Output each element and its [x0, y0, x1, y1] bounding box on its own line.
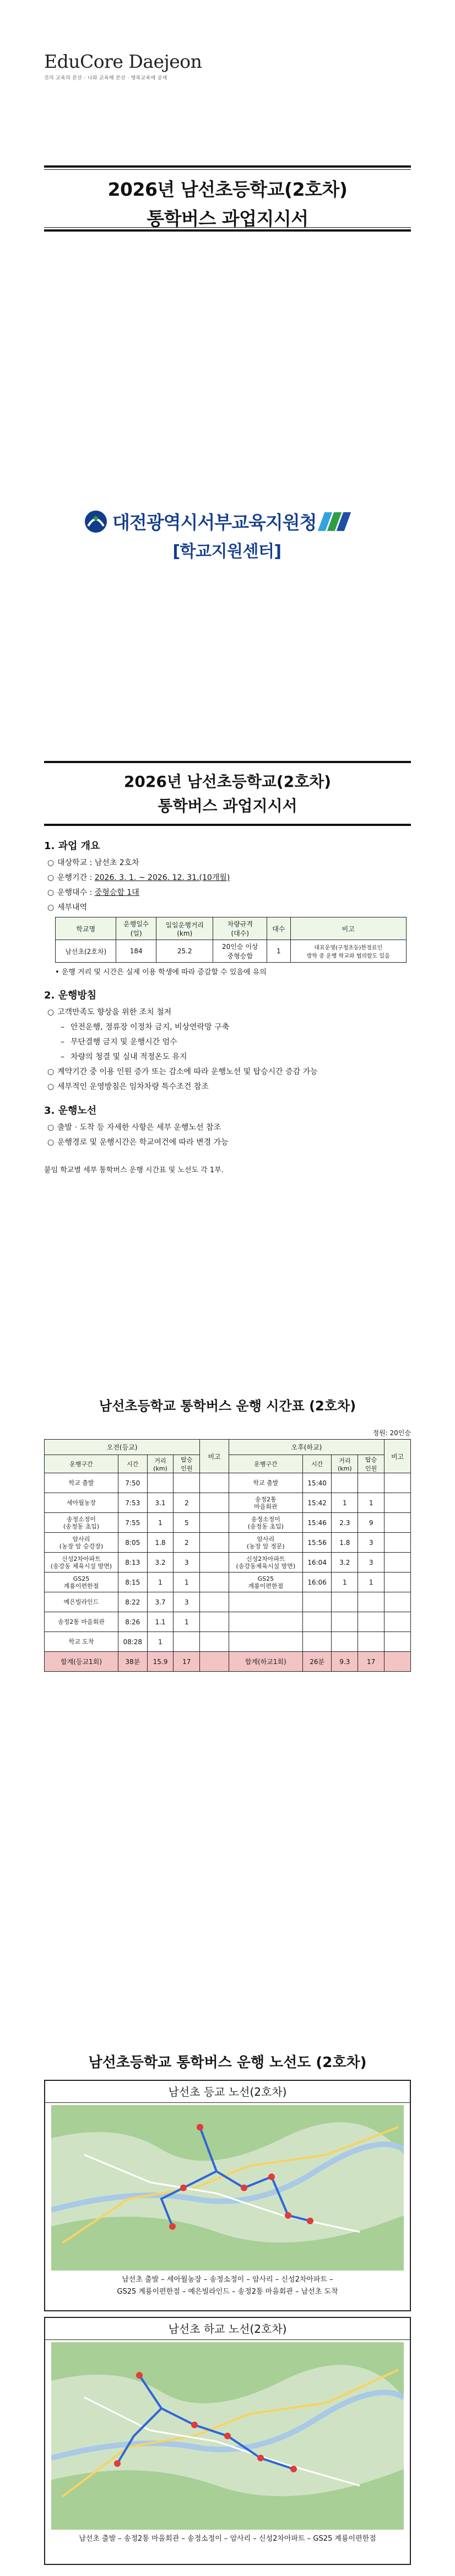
pm-cell: 3	[358, 1533, 384, 1553]
bullet-marker: ○	[47, 888, 55, 897]
summary-col-header: 운행일수 (일)	[116, 917, 156, 940]
pm-cell: 송정2통 마을회관	[229, 1493, 302, 1513]
pm-remark-cell	[384, 1513, 411, 1533]
pm-cell	[358, 1473, 384, 1493]
cover-title-line1: 2026년 남선초등학교(2호차)	[107, 179, 348, 200]
list-item	[47, 901, 411, 913]
summary-col-header: 차량규격 (대수)	[213, 917, 267, 940]
pm-remark-cell	[384, 1493, 411, 1513]
summary-col-header: 비고	[290, 917, 407, 940]
am-route-heading: 남선초 등교 노선(2호차)	[45, 2081, 410, 2103]
am-cell: 7:53	[118, 1493, 147, 1513]
table-note: • 운행 거리 및 시간은 실제 이용 학생에 따라 증감할 수 있음에 유의	[55, 968, 267, 976]
summary-table	[55, 917, 407, 963]
summary-cell: 1	[267, 940, 290, 963]
pm-total-cell: 9.3	[332, 1652, 358, 1672]
am-cell: 8:15	[118, 1573, 147, 1592]
table-row	[45, 1632, 411, 1652]
pm-cell: 학교 출발	[229, 1473, 302, 1493]
total-row	[45, 1652, 411, 1672]
am-route-map	[51, 2105, 404, 2271]
pm-remark-cell	[384, 1573, 411, 1592]
pm-cell: 2.3	[332, 1513, 358, 1533]
am-remark-cell	[200, 1632, 229, 1652]
pm-col-header: 시간	[302, 1455, 332, 1473]
pm-route-heading: 남선초 하교 노선(2호차)	[45, 2318, 410, 2340]
pm-cell: 3.2	[332, 1553, 358, 1573]
am-total-cell: 15.9	[147, 1652, 174, 1672]
am-remark-cell	[200, 1493, 229, 1513]
am-cell: GS25 계룡이편한점	[45, 1573, 118, 1592]
item-text: 계약기간 중 이용 인원 증가 또는 감소에 따라 운행노선 및 탑승시간 증감 가능	[57, 1067, 318, 1076]
pm-empty-cell	[302, 1612, 332, 1632]
am-cell: 2	[174, 1493, 200, 1513]
pm-route-desc-line: 남선초 출발 – 송정2통 마을회관 – 송정소정이 – 암사리 – 신성2차아파트 – GS25 계룡이편한점	[79, 2535, 376, 2543]
am-cell: 신성2차아파트 (송강동 체육시설 방면)	[45, 1553, 118, 1573]
list-item	[47, 857, 411, 868]
list-item	[47, 1066, 411, 1077]
am-cell: 08:28	[118, 1632, 147, 1652]
am-route-desc-line2: GS25 계룡이편한점 – 예은빌라인드 – 송정2통 마을회관 – 남선초 도착	[117, 2288, 338, 2296]
pm-route-box	[44, 2317, 411, 2565]
am-cell: 7:55	[118, 1513, 147, 1533]
am-col-header: 운행구간	[45, 1455, 118, 1473]
am-remark-header: 비고	[200, 1440, 229, 1473]
summary-col-header: 일일운행거리 (km)	[156, 917, 213, 940]
pm-cell: 9	[358, 1513, 384, 1533]
am-cell: 세아월농장	[45, 1493, 118, 1513]
pm-cell: GS25 계룡이편한점	[229, 1573, 302, 1592]
bullet-marker: ○	[47, 1123, 55, 1132]
table-row	[45, 1513, 411, 1533]
am-cell: 2	[174, 1533, 200, 1553]
summary-col-header: 학교명	[56, 917, 116, 940]
bullet-marker: ○	[47, 1067, 55, 1076]
am-cell: 3.1	[147, 1493, 174, 1513]
task-order-title-line2: 통학버스 과업지시서	[158, 797, 297, 815]
pm-total-cell: 17	[358, 1652, 384, 1672]
am-cell: 5	[174, 1513, 200, 1533]
org-emblem	[84, 508, 370, 562]
org-center-name: [학교지원센터]	[172, 542, 281, 561]
item-value: 2026. 3. 1. ~ 2026. 12. 31.(10개월)	[94, 873, 230, 882]
pm-remark-cell	[384, 1612, 411, 1632]
route-map-title: 남선초등학교 통학버스 운행 노선도 (2호차)	[88, 2054, 367, 2071]
task-order-title-box	[44, 761, 411, 826]
pm-empty-cell	[332, 1632, 358, 1652]
am-cell: 1	[174, 1612, 200, 1632]
pm-empty-cell	[332, 1612, 358, 1632]
education-office-emblem-icon	[84, 509, 108, 534]
am-remark-cell	[200, 1513, 229, 1533]
am-cell: 7:50	[118, 1473, 147, 1493]
bullet-marker: –	[61, 1053, 64, 1061]
cover-title-box	[44, 165, 411, 232]
educore-logo	[44, 51, 202, 81]
logo-subtitle: 진리 교육의 본산 · 나와 교육해 본산 · 행복교육에 공세	[44, 76, 167, 81]
pm-cell: 신성2차아파트 (송강동체육시설 방면)	[229, 1553, 302, 1573]
pm-total-cell: 26분	[302, 1652, 332, 1672]
list-item	[61, 1051, 411, 1062]
table-row	[45, 1533, 411, 1553]
task-order-content	[44, 838, 411, 1174]
pm-empty-cell	[229, 1632, 302, 1652]
item-text: 세부적인 운영방침은 임차차량 특수조건 참조	[57, 1082, 209, 1091]
pm-cell: 3	[358, 1553, 384, 1573]
item-label: 운행대수 :	[57, 888, 95, 897]
summary-cell: 20인승 이상 중형승합	[213, 940, 267, 963]
item-text: 안전운행, 정류장 이정차 금지, 비상연락망 구축	[71, 1023, 230, 1032]
table-row	[45, 1612, 411, 1632]
am-cell: 8:05	[118, 1533, 147, 1553]
pm-remark-cell	[384, 1553, 411, 1573]
item-value: 중형승합 1대	[94, 888, 139, 897]
cover-title-line2: 통학버스 과업지시서	[147, 208, 308, 229]
section-overview-heading: 1. 과업 개요	[44, 840, 100, 852]
list-item	[47, 1121, 411, 1133]
table-row	[45, 1473, 411, 1493]
table-row	[45, 1573, 411, 1592]
item-text: 출발 · 도착 등 자세한 사항은 세부 운행노선 참조	[57, 1123, 221, 1132]
bullet-marker: ○	[47, 1008, 55, 1017]
pm-cell: 1	[332, 1573, 358, 1592]
section-route-heading: 3. 운행노선	[44, 1105, 97, 1117]
timetable	[44, 1439, 411, 1672]
am-total-cell: 합계(등교1회)	[45, 1652, 118, 1672]
am-cell: 3.2	[147, 1553, 174, 1573]
capacity-label: 정원: 20인승	[372, 1429, 411, 1437]
pm-cell: 1.8	[332, 1533, 358, 1553]
bullet-marker: ○	[47, 903, 55, 912]
am-cell: 8:22	[118, 1592, 147, 1612]
pm-cell: 1	[358, 1493, 384, 1513]
am-cell	[147, 1473, 174, 1493]
pm-cell: 15:40	[302, 1473, 332, 1493]
item-label: 운행기간 :	[57, 873, 95, 882]
cover-page	[0, 0, 455, 673]
am-cell: 8:13	[118, 1553, 147, 1573]
bullet-marker: ○	[47, 873, 55, 882]
am-remark-cell	[200, 1533, 229, 1553]
list-item	[47, 1006, 411, 1017]
list-item	[47, 1136, 411, 1147]
am-col-header: 시간	[118, 1455, 147, 1473]
am-remark-cell	[200, 1553, 229, 1573]
pm-cell: 16:04	[302, 1553, 332, 1573]
table-row	[45, 1553, 411, 1573]
item-text: 무단결행 금지 및 운행시간 엄수	[71, 1038, 177, 1046]
am-remark-cell	[200, 1473, 229, 1493]
pm-cell: 16:06	[302, 1573, 332, 1592]
am-cell: 1.1	[147, 1612, 174, 1632]
pm-cell	[332, 1473, 358, 1493]
list-item	[47, 872, 411, 883]
am-cell: 8:26	[118, 1612, 147, 1632]
pm-col-header: 운행구간	[229, 1455, 302, 1473]
summary-cell: 대표운영(구청초등)한정료인 방학 중 운행 학교와 협의할도 있음	[290, 940, 407, 963]
pm-empty-cell	[358, 1612, 384, 1632]
pm-empty-cell	[229, 1592, 302, 1612]
pm-remark-cell	[384, 1473, 411, 1493]
am-route-box	[44, 2080, 411, 2311]
pm-empty-cell	[302, 1632, 332, 1652]
am-cell	[174, 1473, 200, 1493]
table-row	[45, 1592, 411, 1612]
am-total-cell: 38분	[118, 1652, 147, 1672]
pm-cell: 15:56	[302, 1533, 332, 1553]
bullet-marker: ○	[47, 1082, 55, 1091]
am-route-description	[45, 2274, 410, 2298]
timetable-page	[0, 1334, 455, 1996]
am-cell: 3.7	[147, 1592, 174, 1612]
am-cell: 3	[174, 1592, 200, 1612]
am-total-cell: 17	[174, 1652, 200, 1672]
org-stripes-icon	[321, 512, 349, 531]
am-cell: 1	[147, 1573, 174, 1592]
list-item	[61, 1021, 411, 1032]
am-total-remark	[200, 1652, 229, 1672]
pm-cell: 암사리 (농장 앞 정문)	[229, 1533, 302, 1553]
attachment-note: 붙임 학교별 세부 통학버스 운행 시간표 및 노선도 각 1부.	[44, 1166, 224, 1174]
am-cell: 3	[174, 1553, 200, 1573]
pm-remark-cell	[384, 1592, 411, 1612]
am-header: 오전(등교)	[45, 1440, 200, 1455]
am-cell: 예은빌라인드	[45, 1592, 118, 1612]
pm-remark-cell	[384, 1632, 411, 1652]
am-col-header: 탑승 인원	[174, 1455, 200, 1473]
item-label: 세부내역	[57, 903, 88, 912]
am-cell: 송정2통 마을회관	[45, 1612, 118, 1632]
section-policy-heading: 2. 운행방침	[44, 990, 97, 1001]
am-cell: 1.8	[147, 1533, 174, 1553]
pm-total-cell: 합계(하교1회)	[229, 1652, 302, 1672]
table-row	[45, 1493, 411, 1513]
pm-empty-cell	[332, 1592, 358, 1612]
am-cell: 1	[174, 1573, 200, 1592]
pm-remark-cell	[384, 1533, 411, 1553]
pm-route-description	[45, 2533, 410, 2545]
am-remark-cell	[200, 1573, 229, 1592]
pm-empty-cell	[358, 1592, 384, 1612]
summary-col-header: 대수	[267, 917, 290, 940]
summary-cell: 25.2	[156, 940, 213, 963]
item-text: 차량의 청결 및 실내 적정온도 유지	[71, 1053, 187, 1061]
am-cell: 송정소정이 (송정동 초입)	[45, 1513, 118, 1533]
pm-empty-cell	[229, 1612, 302, 1632]
pm-cell: 15:42	[302, 1493, 332, 1513]
pm-header: 오후(하교)	[229, 1440, 384, 1455]
pm-route-map	[51, 2342, 404, 2530]
pm-empty-cell	[302, 1592, 332, 1612]
am-cell	[174, 1632, 200, 1652]
pm-remark-header: 비고	[384, 1440, 411, 1473]
item-text: 고객만족도 향상을 위한 조치 철저	[57, 1008, 172, 1017]
am-remark-cell	[200, 1592, 229, 1612]
pm-cell: 15:46	[302, 1513, 332, 1533]
logo-text: EduCore Daejeon	[44, 51, 202, 72]
am-route-desc-line1: 남선초 출발 – 세아월농장 – 송정소정이 – 암사리 – 신성2차아파트 –	[122, 2276, 333, 2284]
am-cell: 1	[147, 1513, 174, 1533]
list-item	[47, 887, 411, 898]
am-cell: 학교 도착	[45, 1632, 118, 1652]
route-list	[44, 1121, 411, 1147]
bullet-marker: –	[61, 1038, 64, 1046]
item-label: 대상학교 : 남선초 2호차	[57, 858, 139, 867]
am-cell: 암사리 (농장 앞 승강장)	[45, 1533, 118, 1553]
pm-total-remark	[384, 1652, 411, 1672]
pm-col-header: 거리 (km)	[332, 1455, 358, 1473]
summary-cell: 남선초(2호차)	[56, 940, 116, 963]
am-remark-cell	[200, 1612, 229, 1632]
pm-col-header: 탑승 인원	[358, 1455, 384, 1473]
am-cell: 학교 출발	[45, 1473, 118, 1493]
pm-cell: 1	[332, 1493, 358, 1513]
timetable-title: 남선초등학교 통학버스 운행 시간표 (2호차)	[99, 1398, 356, 1414]
route-map-page	[0, 1996, 455, 2576]
pm-cell: 1	[358, 1573, 384, 1592]
list-item	[61, 1036, 411, 1047]
bullet-marker: ○	[47, 1138, 55, 1147]
task-order-page	[0, 673, 455, 1334]
bullet-marker: ○	[47, 858, 55, 867]
list-item	[47, 1081, 411, 1092]
pm-cell: 송정소정이 (송정동 초입)	[229, 1513, 302, 1533]
am-cell: 1	[147, 1632, 174, 1652]
item-text: 운행경로 및 운행시간은 학교여건에 따라 변경 가능	[57, 1138, 229, 1147]
summary-cell: 184	[116, 940, 156, 963]
bullet-marker: –	[61, 1023, 64, 1032]
policy-list	[44, 1006, 411, 1092]
pm-empty-cell	[358, 1632, 384, 1652]
org-name: 대전광역시서부교육지원청	[112, 512, 317, 533]
am-col-header: 거리 (km)	[147, 1455, 174, 1473]
overview-list	[44, 857, 411, 913]
task-order-title-line1: 2026년 남선초등학교(2호차)	[123, 772, 332, 791]
